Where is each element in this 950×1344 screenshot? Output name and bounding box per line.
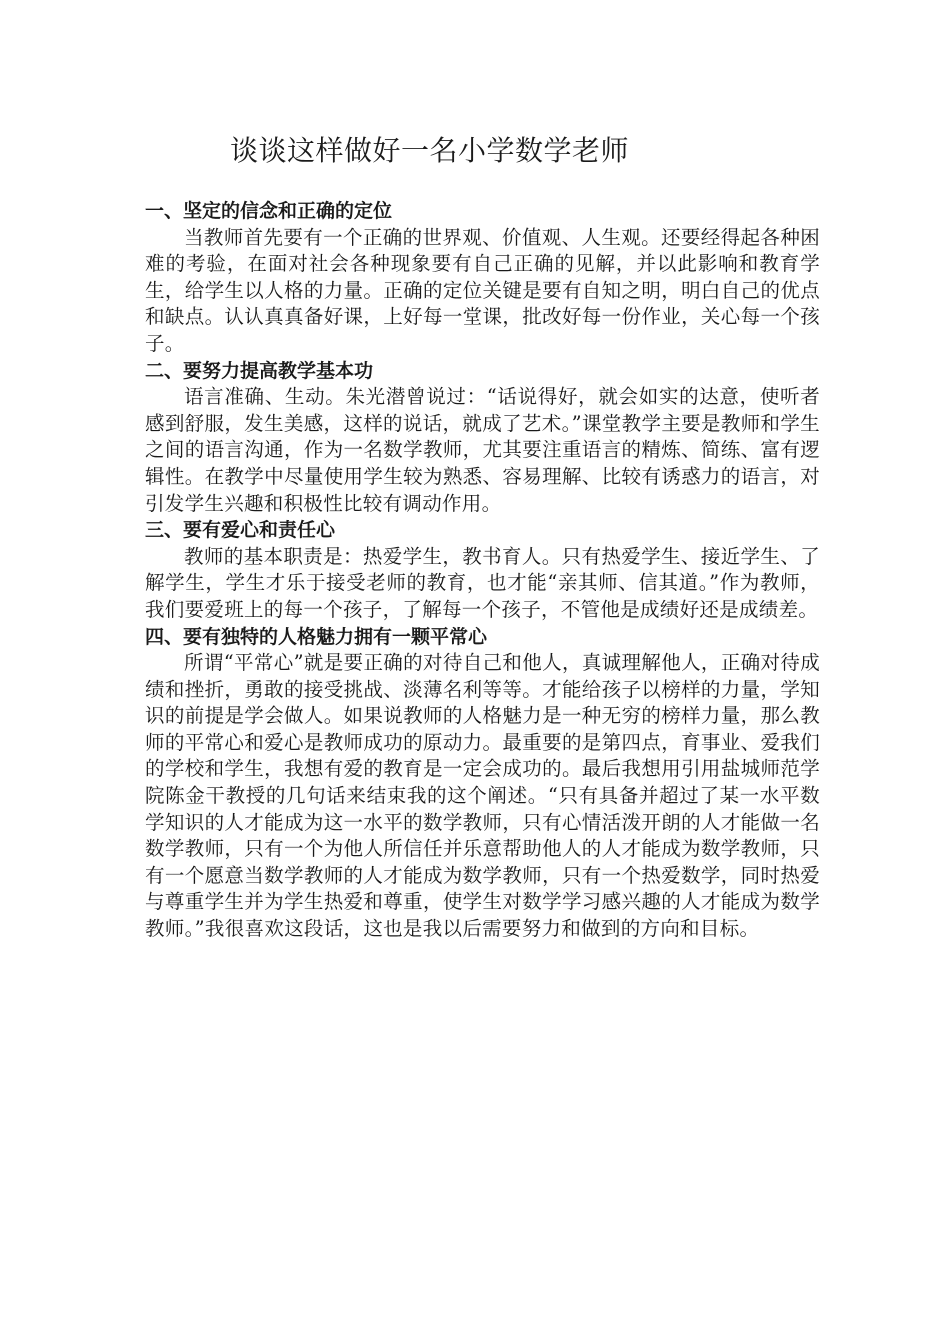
section-paragraph: 语言准确、生动。朱光潜曾说过：“话说得好，就会如实的达意，使听者感到舒服，发生美感，这样的说话，就成了艺术。”课堂教学主要是教师和学生之间的语言沟通，作为一名数学教师，尤其要注重语言的精炼、简练、富有逻辑性。在教学中尽量使用学生较为熟悉、容易理解、比较有诱惑力的语言，对引发学生兴趣和积极性比较有调动作用。	[145, 385, 820, 515]
section-paragraph: 所谓“平常心”就是要正确的对待自己和他人，真诚理解他人，正确对待成绩和挫折，勇敢的接受挑战、淡薄名利等等。才能给孩子以榜样的力量，学知识的前提是学会做人。如果说教师的人格魅力是一种无穷的榜样力量，那么教师的平常心和爱心是教师成功的原动力。最重要的是第四点，育事业、爱我们的学校和学生，我想有爱的教育是一定会成功的。最后我想用引用盐城师范学院陈金干教授的几句话来结束我的这个阐述。“只有具备并超过了某一水平数学知识的人才能成为这一水平的数学教师，只有心情活泼开朗的人才能做一名数学教师，只有一个为他人所信任并乐意帮助他人的人才能成为数学教师，只有一个愿意当数学教师的人才能成为数学教师，只有一个热爱数学，同时热爱与尊重学生并为学生热爱和尊重，使学生对数学学习感兴趣的人才能成为数学教师。”我很喜欢这段话，这也是我以后需要努力和做到的方向和目标。	[145, 651, 820, 941]
section-paragraph: 教师的基本职责是：热爱学生，教书育人。只有热爱学生、接近学生、了解学生，学生才乐于接受老师的教育，也才能“亲其师、信其道。”作为教师，我们要爱班上的每一个孩子，了解每一个孩子，不管他是成绩好还是成绩差。	[145, 544, 820, 621]
section-2	[145, 358, 820, 518]
section-heading: 一、坚定的信念和正确的定位	[145, 200, 393, 222]
document-body	[145, 198, 820, 943]
document-title: 谈谈这样做好一名小学数学老师	[230, 134, 630, 167]
section-paragraph: 当教师首先要有一个正确的世界观、价值观、人生观。还要经得起各种困难的考验，在面对社会各种现象要有自己正确的见解，并以此影响和教育学生，给学生以人格的力量。正确的定位关键是要有自知之明，明白自己的优点和缺点。认认真真备好课，上好每一堂课，批改好每一份作业，关心每一个孩子。	[145, 225, 820, 355]
section-1	[145, 198, 820, 358]
section-heading: 二、要努力提高教学基本功	[145, 359, 374, 382]
section-heading: 三、要有爱心和责任心	[145, 519, 336, 542]
section-4	[145, 624, 820, 943]
section-heading: 四、要有独特的人格魅力拥有一颗平常心	[145, 625, 488, 648]
section-3	[145, 517, 820, 623]
